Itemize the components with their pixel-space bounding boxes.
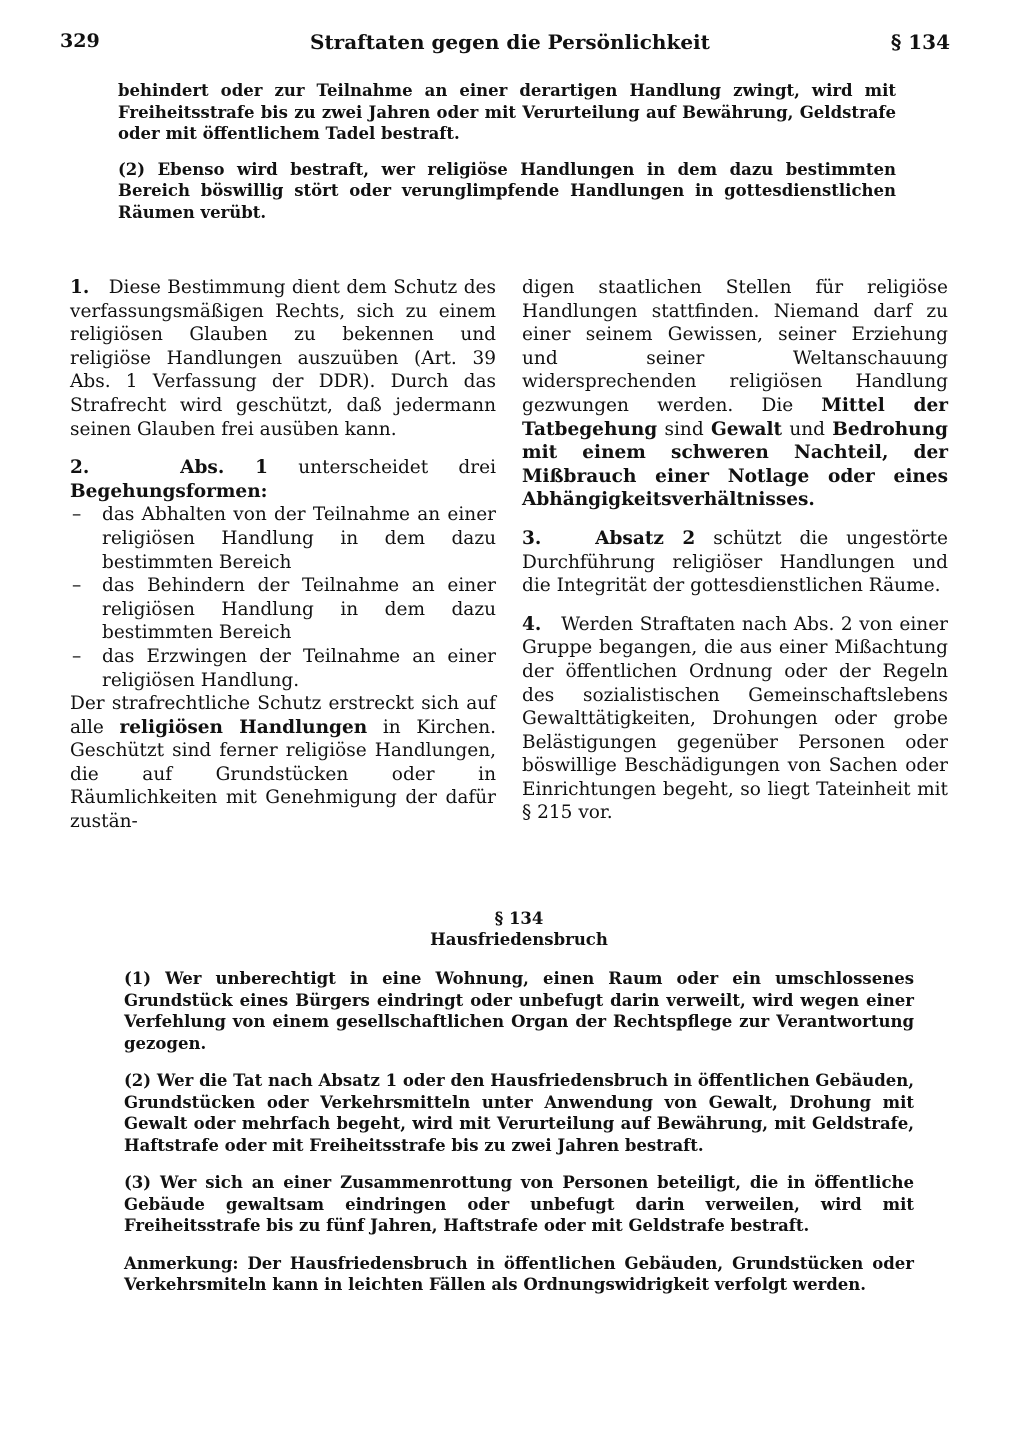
statute-continuation bbox=[118, 80, 896, 237]
note-number: 1. bbox=[70, 277, 90, 298]
note-term: Mittel der Tatbegehung bbox=[522, 394, 948, 440]
section-number: § 134 bbox=[494, 909, 544, 928]
running-title: Straftaten gegen die Persönlichkeit bbox=[310, 30, 710, 54]
note-term: Gewalt bbox=[710, 418, 783, 440]
note-number: 2. bbox=[70, 457, 90, 479]
statute-paragraph-2: (2) Wer die Tat nach Absatz 1 oder den Hausfriedensbruch in öffentlichen Gebäuden, Grundstücken oder Verkehrsmitteln unter Anwendung von Gewalt, Drohung mit Gewalt oder mehrfach begeht, wird mit Verurteilung auf Bewährung, mit Geldstrafe, Haftstrafe oder mit Freiheitsstrafe bis zu zwei Jahren bestraft. bbox=[124, 1071, 914, 1155]
note-term: religiösen Handlungen bbox=[119, 716, 368, 738]
running-section: § 134 bbox=[890, 30, 950, 54]
note-2-intro bbox=[70, 456, 496, 503]
statute-paragraph-1-end: behindert oder zur Teilnahme an einer derartigen Handlung zwingt, wird mit Freiheitsstrafe bis zu zwei Jahren oder mit Verurteilung auf Bewährung, Geldstrafe oder mit öffentlichem Tadel bestraft. bbox=[118, 81, 896, 143]
page-header bbox=[60, 30, 950, 62]
commentary-column-left bbox=[70, 276, 496, 834]
forms-list bbox=[70, 503, 496, 692]
note-text: Werden Straftaten nach Abs. 2 von einer Gruppe begangen, die aus einer Mißachtung der öffentlichen Ordnung oder der Regeln des sozialistischen Gemeinschaftslebens Gewalttätigkeiten, Drohungen oder grobe Belästigungen gegenüber Personen oder böswillige Beschädigungen von Sachen oder Einrichtungen begeht, so liegt Tateinheit mit § 215 vor. bbox=[522, 613, 948, 824]
statute-note: Anmerkung: Der Hausfriedensbruch in öffentlichen Gebäuden, Grundstücken oder Verkehrsmiteln kann in leichten Fällen als Ordnungswidrigkeit verfolgt werden. bbox=[124, 1253, 914, 1294]
list-item: – das Behindern der Teilnahme an einer religiösen Handlung in dem dazu bestimmten Bereich bbox=[70, 574, 496, 645]
note-1 bbox=[70, 276, 496, 441]
section-title: Hausfriedensbruch bbox=[430, 930, 608, 949]
note-text: Der strafrechtliche Schutz erstreckt sich auf alle bbox=[70, 693, 496, 738]
note-text: und bbox=[782, 418, 833, 440]
note-text: digen staatlichen Stellen für religiöse Handlungen stattfinden. Niemand darf zu einer seinem Gewissen, seiner Erziehung und seiner Weltanschauung widersprechenden religiösen Handlung gezwungen werden. Die bbox=[522, 277, 948, 416]
section-heading bbox=[124, 908, 914, 950]
note-term: Bedrohung mit einem schweren Nachteil, der Mißbrauch einer Notlage oder eines Abhängigkeitsverhältnisses. bbox=[522, 418, 948, 511]
note-term: Begehungsformen: bbox=[70, 480, 268, 502]
note-text: in Kirchen. Geschützt sind ferner religiöse Handlungen, die auf Grundstücken oder in Räumlichkeiten mit Genehmigung der dafür zustän- bbox=[70, 716, 496, 833]
note-text: unterscheidet drei bbox=[267, 457, 496, 479]
statute-paragraph-2: (2) Ebenso wird bestraft, wer religiöse Handlungen in dem dazu bestimmten Bereich böswillig stört oder verunglimpfende Handlungen in gottesdienstlichen Räumen verübt. bbox=[118, 159, 896, 222]
note-3 bbox=[522, 527, 948, 598]
list-item: – das Abhalten von der Teilnahme an einer religiösen Handlung in dem dazu bestimmten Bereich bbox=[70, 503, 496, 574]
note-text: Diese Bestimmung dient dem Schutz des verfassungsmäßigen Rechts, sich zu einem religiösen Glauben zu bekennen und religiöse Handlungen auszuüben (Art. 39 Abs. 1 Verfassung der DDR). Durch das Strafrecht wird geschützt, daß jedermann seinen Glauben frei ausüben kann. bbox=[70, 277, 496, 440]
note-2-body-right bbox=[522, 276, 948, 512]
note-text: schützt die ungestörte Durchführung religiöser Handlungen und die Integrität der gottesdienstlichen Räume. bbox=[522, 527, 948, 597]
note-term: Abs. 1 bbox=[180, 457, 268, 479]
statute-paragraph-1: (1) Wer unberechtigt in eine Wohnung, einen Raum oder ein umschlossenes Grundstück eines Bürgers eindringt oder unbefugt darin verweilt, wird wegen einer Verfehlung von einem gesellschaftlichen Organ der Rechtspflege zur Verantwortung gezogen. bbox=[124, 969, 914, 1053]
commentary-column-right bbox=[522, 276, 948, 840]
note-number: 3. bbox=[522, 527, 542, 549]
note-4 bbox=[522, 613, 948, 825]
note-number: 4. bbox=[522, 613, 542, 635]
page-number: 329 bbox=[60, 30, 100, 52]
note-term: Absatz 2 bbox=[595, 527, 696, 549]
note-2-body-left bbox=[70, 692, 496, 834]
statute-paragraph-3: (3) Wer sich an einer Zusammenrottung von Personen beteiligt, die in öffentliche Gebäude gewaltsam eindringen oder unbefugt darin verweilen, wird mit Freiheitsstrafe bis zu fünf Jahren, Haftstrafe oder mit Geldstrafe bestraft. bbox=[124, 1173, 914, 1235]
note-text: sind bbox=[657, 418, 711, 440]
list-item: – das Erzwingen der Teilnahme an einer religiösen Handlung. bbox=[70, 645, 496, 692]
statute-section bbox=[124, 908, 914, 1312]
